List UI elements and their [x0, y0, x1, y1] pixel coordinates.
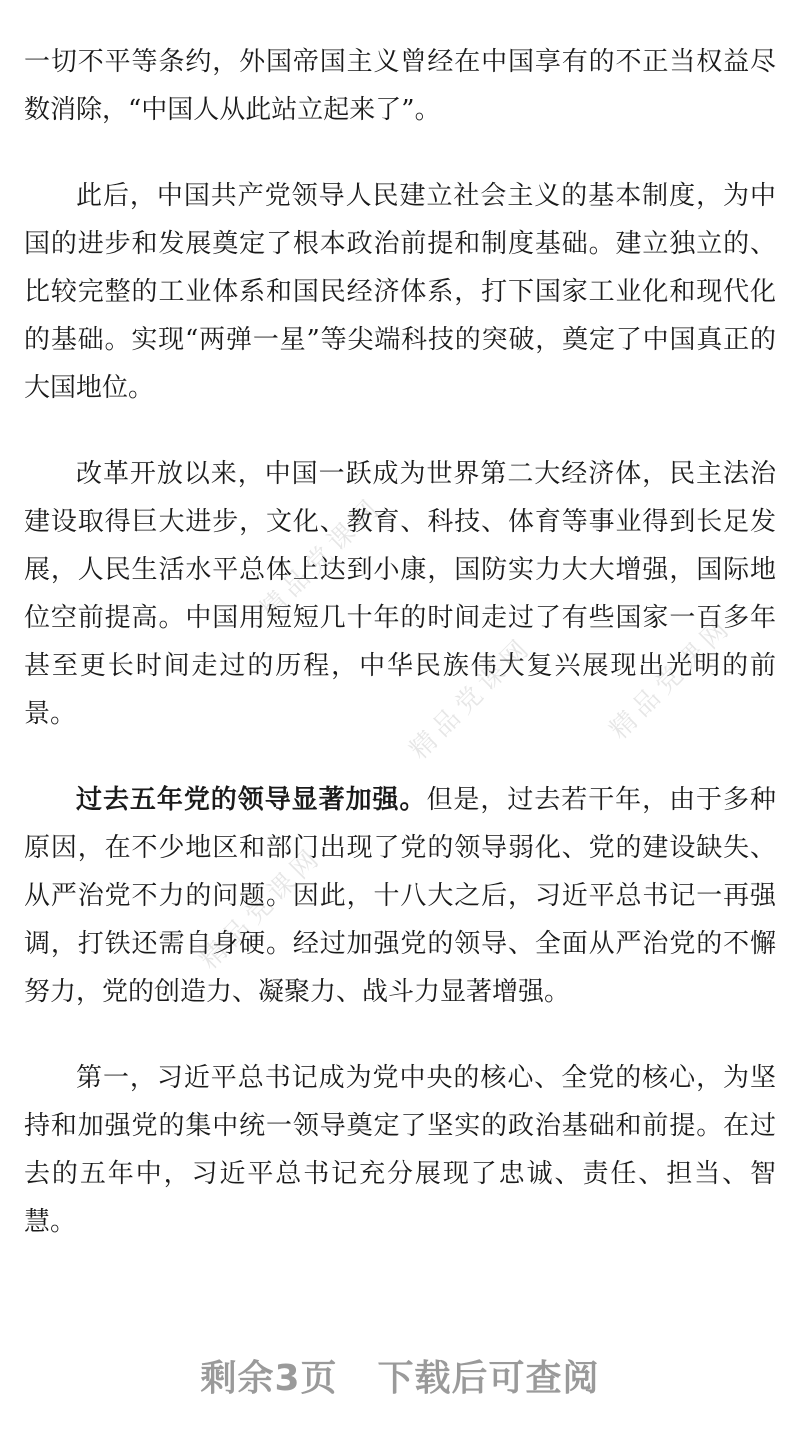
paragraph-text: 改革开放以来，中国一跃成为世界第二大经济体，民主法治建设取得巨大进步，文化、教育、科技、体育等事业得到长足发展，人民生活水平总体上达到小康，国防实力大大增强，国际地位空前提高。中国用短短几十年的时间走过了有些国家一百多年甚至更长时间走过的历程，中华民族伟大复兴展现出光明的前景。 — [24, 459, 776, 729]
paragraph-lead-heading: 过去五年党的领导显著加强。 — [76, 785, 427, 815]
watermark: 精品党课网 — [254, 491, 389, 626]
download-to-view-label: 下载后可查阅 — [377, 1358, 600, 1399]
paragraph-text: 但是，过去若干年，由于多种原因，在不少地区和部门出现了党的领导弱化、党的建设缺失、从严治党不力的问题。因此，十八大之后，习近平总书记一再强调，打铁还需自身硬。经过加强党的领导、全面从严治党的不懈努力，党的创造力、凝聚力、战斗力显著增强。 — [24, 785, 776, 1007]
watermark: 精品党课网 — [604, 611, 739, 746]
paragraph-text: 第一，习近平总书记成为党中央的核心、全党的核心，为坚持和加强党的集中统一领导奠定了坚实的政治基础和前提。在过去的五年中，习近平总书记充分展现了忠诚、责任、担当、智慧。 — [24, 1063, 776, 1237]
paragraph-5 — [24, 1054, 776, 1246]
watermark: 精品党课网 — [404, 631, 539, 766]
paragraph-3 — [24, 450, 776, 738]
download-prompt[interactable] — [0, 1350, 800, 1401]
paragraph-text: 一切不平等条约，外国帝国主义曾经在中国享有的不正当权益尽数消除，“中国人从此站立起来了”。 — [24, 47, 776, 125]
watermark: 精品党课网 — [194, 841, 329, 976]
paragraph-text: 此后，中国共产党领导人民建立社会主义的基本制度，为中国的进步和发展奠定了根本政治前提和制度基础。建立独立的、比较完整的工业体系和国民经济体系，打下国家工业化和现代化的基础。实现“两弹一星”等尖端科技的突破，奠定了中国真正的大国地位。 — [24, 181, 776, 403]
remaining-pages-label: 剩余3页 — [200, 1358, 338, 1399]
paragraph-4 — [24, 776, 776, 1016]
paragraph-1 — [24, 38, 776, 134]
document-body — [24, 38, 776, 1284]
paragraph-2 — [24, 172, 776, 412]
